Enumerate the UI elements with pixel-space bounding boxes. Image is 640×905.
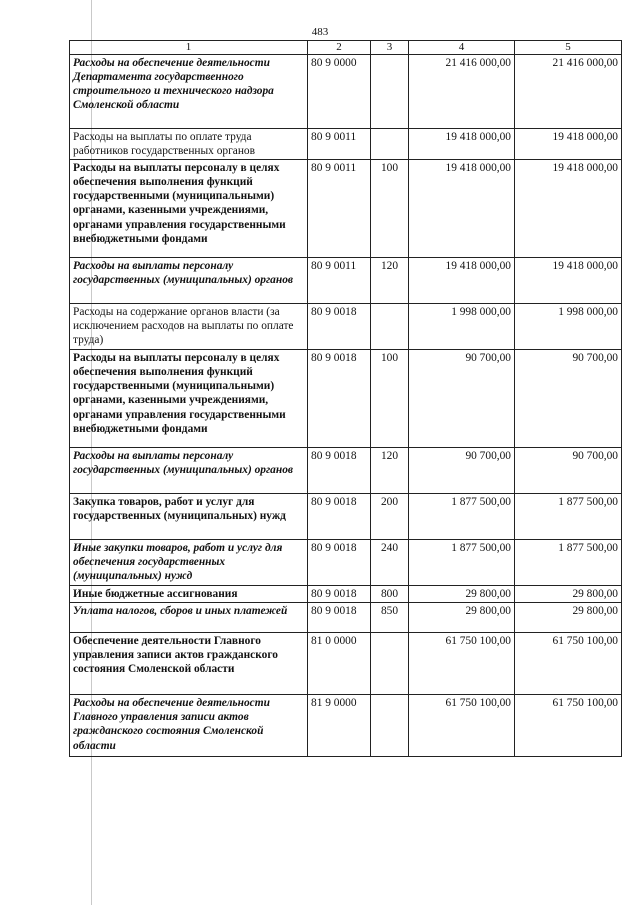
amount-year2-cell: 1 998 000,00 [515,304,622,350]
table-row [70,350,622,448]
expense-name-cell: Расходы на выплаты персоналу в целях обеспечения выполнения функций государственными (муниципальными) органами, казенными учреждениями, органами управления государственными внебюджетными фондами [70,350,308,448]
expense-type-cell [371,304,409,350]
page-number: 483 [311,26,329,38]
table-row [70,448,622,494]
expense-type-cell [371,55,409,129]
header-col-1: 1 [70,41,308,55]
amount-year1-cell: 19 418 000,00 [409,160,515,258]
amount-year2-cell: 19 418 000,00 [515,129,622,160]
expense-type-cell [371,129,409,160]
amount-year1-cell: 29 800,00 [409,586,515,603]
amount-year1-cell: 1 877 500,00 [409,494,515,540]
expense-name-cell: Расходы на обеспечение деятельности Главного управления записи актов гражданского состояния Смоленской области [70,695,308,757]
expense-type-cell [371,633,409,695]
amount-year2-cell: 61 750 100,00 [515,633,622,695]
table-row [70,129,622,160]
amount-year1-cell: 29 800,00 [409,603,515,633]
target-code-cell: 80 9 0018 [308,350,371,448]
table-row [70,258,622,304]
table-row [70,633,622,695]
table-row [70,586,622,603]
amount-year2-cell: 29 800,00 [515,603,622,633]
target-code-cell: 80 9 0018 [308,603,371,633]
table-row [70,603,622,633]
target-code-cell: 80 9 0011 [308,160,371,258]
amount-year2-cell: 61 750 100,00 [515,695,622,757]
header-col-3: 3 [371,41,409,55]
table-row [70,494,622,540]
amount-year2-cell: 90 700,00 [515,350,622,448]
expense-name-cell: Закупка товаров, работ и услуг для государственных (муниципальных) нужд [70,494,308,540]
target-code-cell: 81 0 0000 [308,633,371,695]
expense-type-cell: 120 [371,448,409,494]
expense-type-cell: 800 [371,586,409,603]
expense-type-cell: 240 [371,540,409,586]
amount-year1-cell: 19 418 000,00 [409,129,515,160]
target-code-cell: 80 9 0018 [308,494,371,540]
expense-name-cell: Обеспечение деятельности Главного управления записи актов гражданского состояния Смоленской области [70,633,308,695]
target-code-cell: 80 9 0011 [308,129,371,160]
header-col-2: 2 [308,41,371,55]
amount-year2-cell: 90 700,00 [515,448,622,494]
expense-name-cell: Иные бюджетные ассигнования [70,586,308,603]
expense-type-cell: 850 [371,603,409,633]
expense-type-cell: 200 [371,494,409,540]
expense-type-cell: 100 [371,350,409,448]
amount-year1-cell: 90 700,00 [409,448,515,494]
amount-year1-cell: 61 750 100,00 [409,633,515,695]
target-code-cell: 80 9 0018 [308,586,371,603]
amount-year1-cell: 19 418 000,00 [409,258,515,304]
expense-type-cell [371,695,409,757]
budget-table [69,40,622,757]
header-col-4: 4 [409,41,515,55]
amount-year1-cell: 1 998 000,00 [409,304,515,350]
expense-name-cell: Уплата налогов, сборов и иных платежей [70,603,308,633]
amount-year1-cell: 61 750 100,00 [409,695,515,757]
table-row [70,304,622,350]
amount-year2-cell: 29 800,00 [515,586,622,603]
table-row [70,55,622,129]
target-code-cell: 80 9 0011 [308,258,371,304]
table-header-row [70,41,622,55]
expense-name-cell: Расходы на выплаты персоналу в целях обеспечения выполнения функций государственными (муниципальными) органами, казенными учреждениями, органами управления государственными внебюджетными фондами [70,160,308,258]
target-code-cell: 81 9 0000 [308,695,371,757]
amount-year2-cell: 1 877 500,00 [515,494,622,540]
expense-name-cell: Расходы на выплаты персоналу государственных (муниципальных) органов [70,448,308,494]
expense-type-cell: 100 [371,160,409,258]
amount-year2-cell: 19 418 000,00 [515,160,622,258]
expense-type-cell: 120 [371,258,409,304]
amount-year1-cell: 21 416 000,00 [409,55,515,129]
target-code-cell: 80 9 0018 [308,540,371,586]
amount-year1-cell: 90 700,00 [409,350,515,448]
amount-year2-cell: 1 877 500,00 [515,540,622,586]
header-col-5: 5 [515,41,622,55]
table-row [70,540,622,586]
table-row [70,160,622,258]
expense-name-cell: Расходы на выплаты по оплате труда работников государственных органов [70,129,308,160]
table-row [70,695,622,757]
target-code-cell: 80 9 0018 [308,304,371,350]
amount-year2-cell: 21 416 000,00 [515,55,622,129]
expense-name-cell: Иные закупки товаров, работ и услуг для обеспечения государственных (муниципальных) нужд [70,540,308,586]
amount-year2-cell: 19 418 000,00 [515,258,622,304]
target-code-cell: 80 9 0018 [308,448,371,494]
expense-name-cell: Расходы на обеспечение деятельности Департамента государственного строительного и технического надзора Смоленской области [70,55,308,129]
expense-name-cell: Расходы на выплаты персоналу государственных (муниципальных) органов [70,258,308,304]
target-code-cell: 80 9 0000 [308,55,371,129]
amount-year1-cell: 1 877 500,00 [409,540,515,586]
expense-name-cell: Расходы на содержание органов власти (за исключением расходов на выплаты по оплате труда) [70,304,308,350]
